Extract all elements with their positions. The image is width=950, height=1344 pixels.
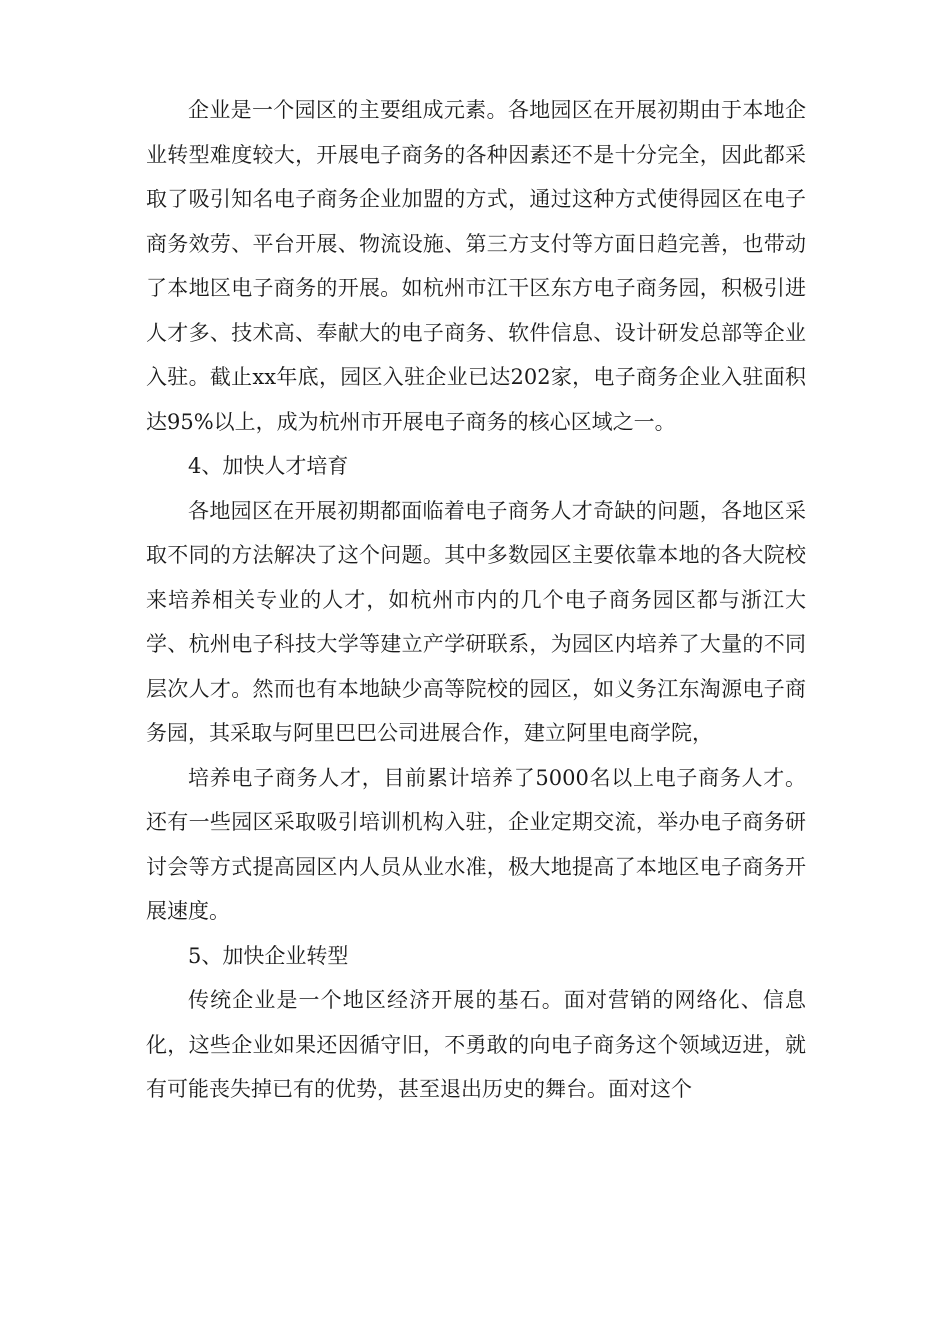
- document-body: [146, 88, 806, 1112]
- paragraph-traditional-enterprise: 传统企业是一个地区经济开展的基石。面对营销的网络化、信息化，这些企业如果还因循守旧，不勇敢的向电子商务这个领域迈进，就有可能丧失掉已有的优势，甚至退出历史的舞台。面对这个: [146, 988, 806, 1101]
- paragraph-talent-shortage: 各地园区在开展初期都面临着电子商务人才奇缺的问题，各地区采取不同的方法解决了这个问题。其中多数园区主要依靠本地的各大院校来培养相关专业的人才，如杭州市内的几个电子商务园区都与浙江大学、杭州电子科技大学等建立产学研联系，为园区内培养了大量的不同层次人才。然而也有本地缺少高等院校的园区，如义务江东淘源电子商务园，其采取与阿里巴巴公司进展合作，建立阿里电商学院，: [146, 498, 806, 745]
- paragraph-enterprise-elements: 企业是一个园区的主要组成元素。各地园区在开展初期由于本地企业转型难度较大，开展电子商务的各种因素还不是十分完全，因此都采取了吸引知名电子商务企业加盟的方式，通过这种方式使得园区在电子商务效劳、平台开展、物流设施、第三方支付等方面日趋完善，也带动了本地区电子商务的开展。如杭州市江干区东方电子商务园，积极引进人才多、技术高、奉献大的电子商务、软件信息、设计研发总部等企业入驻。截止xx年底，园区入驻企业已达202家，电子商务企业入驻面积达95%以上，成为杭州市开展电子商务的核心区域之一。: [146, 98, 806, 434]
- paragraph-talent-training: 培养电子商务人才，目前累计培养了5000名以上电子商务人才。还有一些园区采取吸引培训机构入驻，企业定期交流，举办电子商务研讨会等方式提高园区内人员从业水准，极大地提高了本地区电子商务开展速度。: [146, 765, 806, 923]
- heading-talent-cultivation: 4、加快人才培育: [188, 454, 349, 478]
- heading-enterprise-transformation: 5、加快企业转型: [188, 943, 349, 968]
